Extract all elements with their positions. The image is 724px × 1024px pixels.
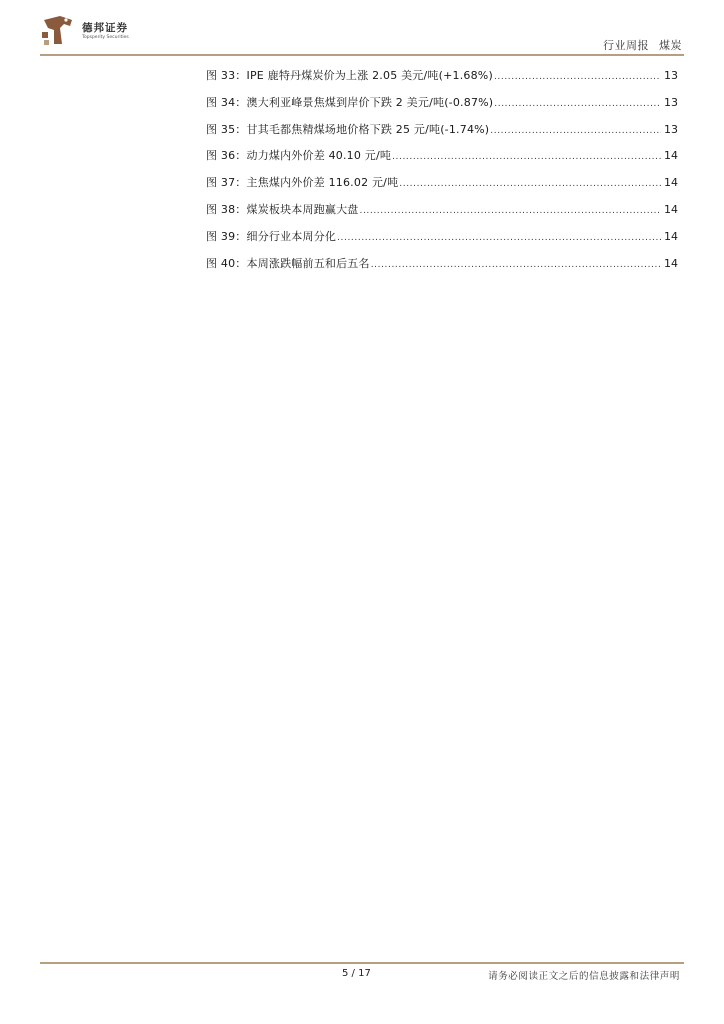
toc-entry-page: 14 [664,256,678,270]
toc-leader-dots [494,99,661,109]
toc-entry[interactable] [206,67,678,94]
toc-entry-title: 图 36：动力煤内外价差 40.10 元/吨 [206,149,392,163]
toc-entry-title: 图 38：煤炭板块本周跑赢大盘 [206,202,359,216]
toc-entry-title: 图 33：IPE 鹿特丹煤炭价为上涨 2.05 美元/吨(+1.68%) [206,69,493,82]
toc-entry[interactable] [206,228,678,255]
toc-entry-page: 14 [664,229,678,243]
toc-leader-dots [494,72,661,82]
toc-leader-dots [399,179,661,189]
toc-entry[interactable] [206,94,678,121]
industry-name: 煤炭 [659,39,682,52]
brand-name: 德邦证券 [82,22,128,34]
toc-entry-page: 13 [664,122,678,136]
toc-entry-title: 图 40：本周涨跌幅前五和后五名 [206,256,370,270]
footer-divider [40,962,684,964]
toc-entry-page: 14 [664,149,678,163]
toc-entry-page: 13 [664,95,678,109]
toc-entry-page: 14 [664,176,678,190]
toc-entry-title: 图 35：甘其毛都焦精煤场地价格下跌 25 元/吨(-1.74%) [206,122,490,136]
page-number: 5 / 17 [342,968,371,979]
toc-leader-dots [490,126,661,136]
toc-entry[interactable] [206,174,678,201]
toc-entry[interactable] [206,147,678,174]
toc-entry-title: 图 39：细分行业本周分化 [206,229,337,243]
report-type: 行业周报 [603,39,649,52]
figure-table-of-contents [206,67,678,281]
report-header-label [603,37,682,53]
toc-leader-dots [392,152,661,162]
toc-leader-dots [371,260,661,270]
toc-leader-dots [337,233,661,243]
toc-entry-title: 图 37：主焦煤内外价差 116.02 元/吨 [206,176,399,190]
header-divider [40,54,684,56]
company-logo [40,14,160,48]
toc-entry[interactable] [206,255,678,282]
toc-entry[interactable] [206,121,678,148]
toc-entry[interactable] [206,201,678,228]
brand-name-english: Topsperity Securities [82,35,129,40]
toc-entry-page: 14 [664,202,678,216]
toc-entry-page: 13 [664,69,678,82]
toc-leader-dots [360,206,662,216]
toc-entry-title: 图 34：澳大利亚峰景焦煤到岸价下跌 2 美元/吨(-0.87%) [206,95,494,109]
legal-disclaimer-note: 请务必阅读正文之后的信息披露和法律声明 [488,971,680,982]
horse-logo-icon [40,14,76,48]
